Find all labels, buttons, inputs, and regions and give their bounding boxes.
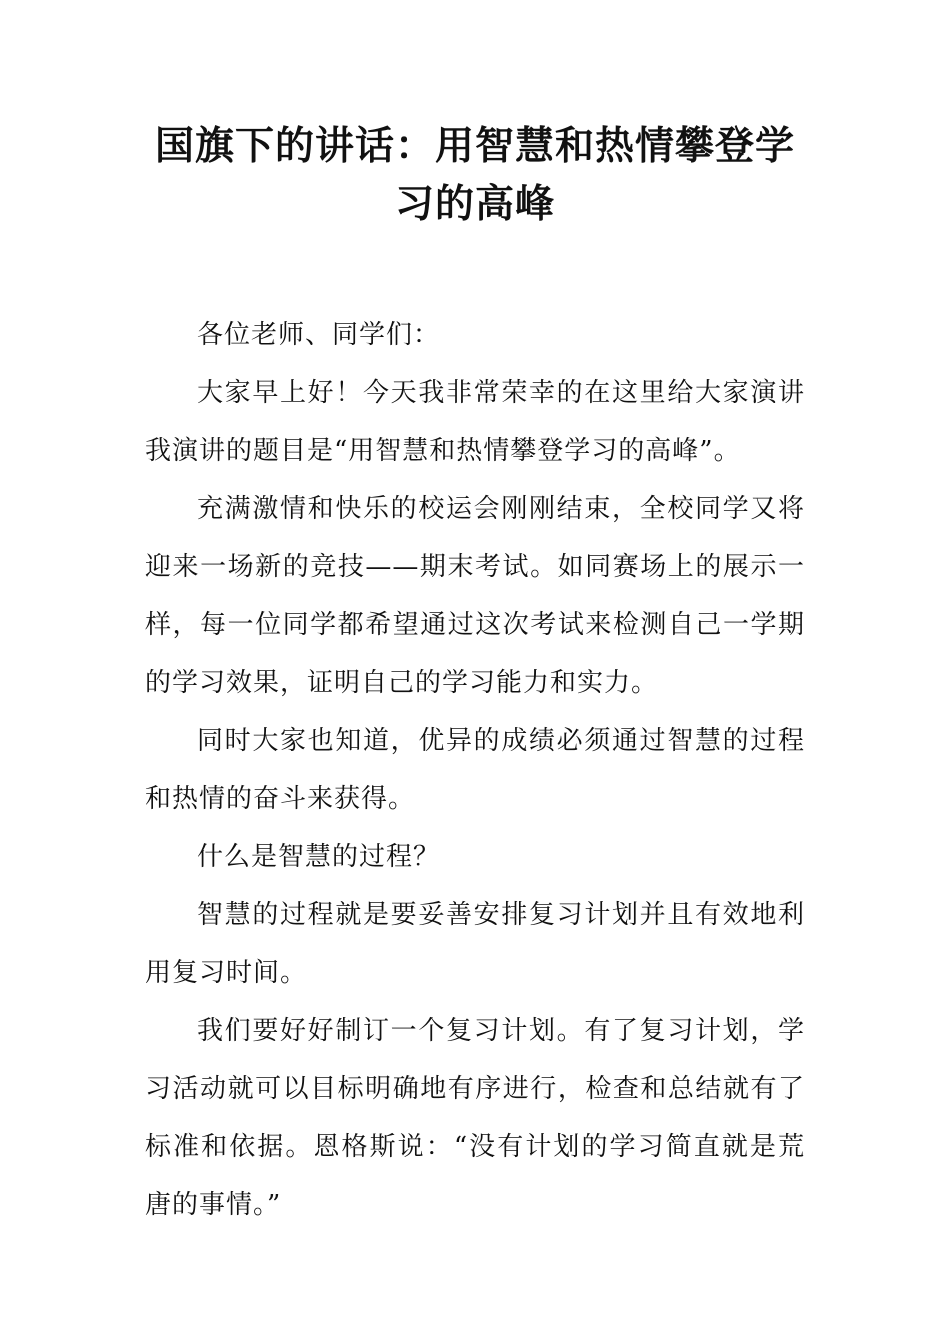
document-body [145,306,805,1234]
paragraph-plan: 我们要好好制订一个复习计划。有了复习计划，学习活动就可以目标明确地有序进行，检查和总结就有了标准和依据。恩格斯说：“没有计划的学习简直就是荒唐的事情。” [145,1016,805,1220]
paragraph-opening: 大家早上好！今天我非常荣幸的在这里给大家演讲 我演讲的题目是“用智慧和热情攀登学习的高峰”。 [145,378,805,466]
paragraph-context: 充满激情和快乐的校运会刚刚结束，全校同学又将迎来一场新的竞技——期末考试。如同赛场上的展示一样，每一位同学都希望通过这次考试来检测自己一学期的学习效果，证明自己的学习能力和实力。 [145,494,805,698]
paragraph-question: 什么是智慧的过程？ [197,842,441,872]
paragraph-answer: 智慧的过程就是要妥善安排复习计划并且有效地利用复习时间。 [145,900,805,988]
document-title: 国旗下的讲话：用智慧和热情攀登学习的高峰 [154,124,795,227]
paragraph-greeting: 各位老师、同学们： [197,320,441,350]
paragraph-thesis: 同时大家也知道，优异的成绩必须通过智慧的过程和热情的奋斗来获得。 [145,726,805,814]
